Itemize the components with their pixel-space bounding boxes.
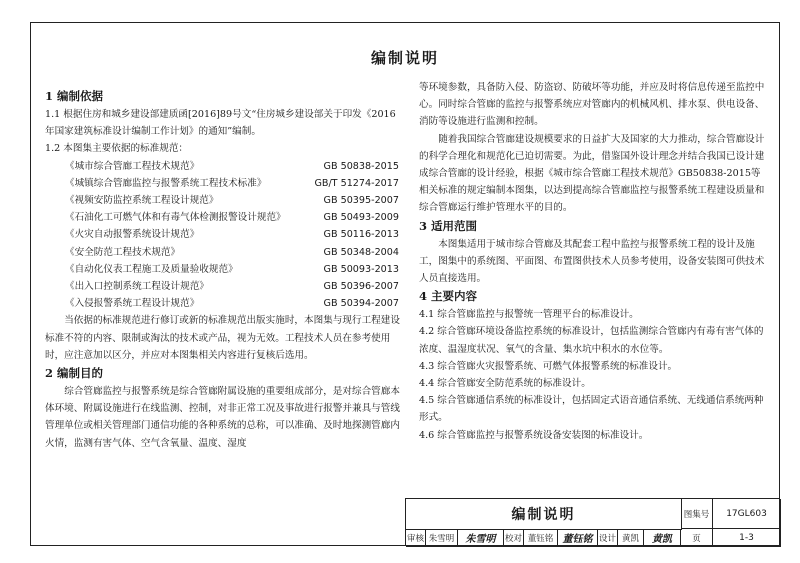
- section-1-heading: 1 编制依据: [45, 89, 104, 103]
- page-number: 1-3: [713, 529, 781, 547]
- standard-item: 《城市综合管廊工程技术规范》 GB 50838-2015: [65, 160, 399, 172]
- atlas-number: 17GL603: [713, 499, 781, 529]
- review-label: 审核: [406, 529, 426, 547]
- content-item: 4.1 综合管廊监控与报警统一管理平台的标准设计。: [419, 309, 639, 321]
- check-name: 董钰铭: [524, 529, 558, 547]
- standard-item: 《火灾自动报警系统设计规范》 GB 50116-2013: [65, 229, 399, 241]
- design-name: 黄凯: [618, 529, 644, 547]
- standard-item: 《自动化仪表工程施工及质量验收规范》 GB 50093-2013: [65, 263, 399, 275]
- standard-item: 《城镇综合管廊监控与报警系统工程技术标准》 GB/T 51274-2017: [65, 177, 399, 189]
- section-2-heading: 2 编制目的: [45, 366, 104, 381]
- check-signature: 董钰铭: [558, 529, 598, 547]
- standard-item: 《出入口控制系统工程设计规范》 GB 50396-2007: [65, 281, 399, 293]
- review-signature: 朱雪明: [458, 529, 504, 547]
- revision-note: 当依据的标准规范进行修订或新的标准规范出版实施时，本图集与现行工程建设标准不符的内容、限制或淘汰的技术或产品，视为无效。工程技术人员在参考使用时，应注意加以区分，并应对本图集相关内容进行复核后选用。: [45, 315, 400, 361]
- check-label: 校对: [504, 529, 524, 547]
- drawing-sheet: [30, 22, 780, 546]
- standard-item: 《视频安防监控系统工程设计规范》 GB 50395-2007: [65, 195, 399, 207]
- review-name: 朱雪明: [426, 529, 458, 547]
- standards-list: [45, 158, 405, 313]
- standard-item: 《安全防范工程技术规范》 GB 50348-2004: [65, 246, 399, 258]
- section-1-1: 1.1 根据住房和城乡建设部建质函[2016]89号文“住房城乡建设部关于印发《2016年国家建筑标准设计编制工作计划》的通知”编制。: [45, 109, 396, 138]
- section-3-paragraph: 本图集适用于城市综合管廊及其配套工程中监控与报警系统工程的设计及施工，图集中的系统图、平面图、布置图供技术人员参考使用，设备安装图可供技术人员直接选用。: [419, 238, 765, 285]
- design-signature: 黄凯: [644, 529, 681, 547]
- title-block-name: 编制说明: [406, 499, 682, 530]
- section-1-2: 1.2 本图集主要依据的标准规范：: [45, 143, 189, 155]
- standard-item: 《石油化工可燃气体和有毒气体检测报警设计规范》 GB 50493-2009: [65, 212, 399, 224]
- atlas-number-label: 图集号: [681, 499, 713, 529]
- content-item: 4.5 综合管廊通信系统的标准设计，包括固定式语音通信系统、无线通信系统两种形式。: [419, 395, 764, 424]
- content-item: 4.4 综合管廊安全防范系统的标准设计。: [419, 378, 591, 390]
- section-2-paragraph: 综合管廊监控与报警系统是综合管廊附属设施的重要组成部分，是对综合管廊本体环境、附属设施进行在线监测、控制，对非正常工况及事故进行报警并兼具与管线管理单位或相关管理部门通信功能的各种系统的总称，可以准确、及时地探测管廊内火情，监测有害气体、空气含氧量、温度、湿度: [45, 386, 400, 449]
- right-column: [419, 79, 767, 444]
- section-2-continued: 等环境参数，具备防入侵、防盗窃、防破坏等功能，并应及时将信息传递至监控中心。同时综合管廊的监控与报警系统应对管廊内的机械风机、排水泵、供电设备、消防等设施进行监测和控制。: [419, 82, 765, 128]
- page-title: 编制说明: [370, 49, 439, 67]
- standard-item: 《入侵报警系统工程设计规范》 GB 50394-2007: [65, 298, 399, 310]
- content-item: 4.6 综合管廊监控与报警系统设备安装图的标准设计。: [419, 429, 649, 441]
- section-3-heading: 3 适用范围: [419, 218, 478, 233]
- section-4-heading: 4 主要内容: [419, 289, 478, 304]
- design-label: 设计: [598, 529, 618, 547]
- section-2-paragraph-2: 随着我国综合管廊建设规模要求的日益扩大及国家的大力推动，综合管廊设计的科学合理化和规范化已迫切需要。为此，借鉴国外设计理念并结合我国已设计建成综合管廊的设计经验，根据《城市综合管廊工程技术规范》GB50838-2015等相关标准的规定编制本图集，以达到提高综合管廊监控与报警系统工程建设质量和综合管廊运行维护管理水平的目的。: [419, 133, 765, 214]
- content-item: 4.2 综合管廊环境设备监控系统的标准设计，包括监测综合管廊内有毒有害气体的浓度、温湿度状况、氧气的含量、集水坑中积水的水位等。: [419, 326, 764, 355]
- page-label: 页: [681, 529, 713, 547]
- content-item: 4.3 综合管廊火灾报警系统、可燃气体报警系统的标准设计。: [419, 360, 678, 372]
- left-column: [45, 87, 405, 452]
- title-block: [405, 498, 780, 546]
